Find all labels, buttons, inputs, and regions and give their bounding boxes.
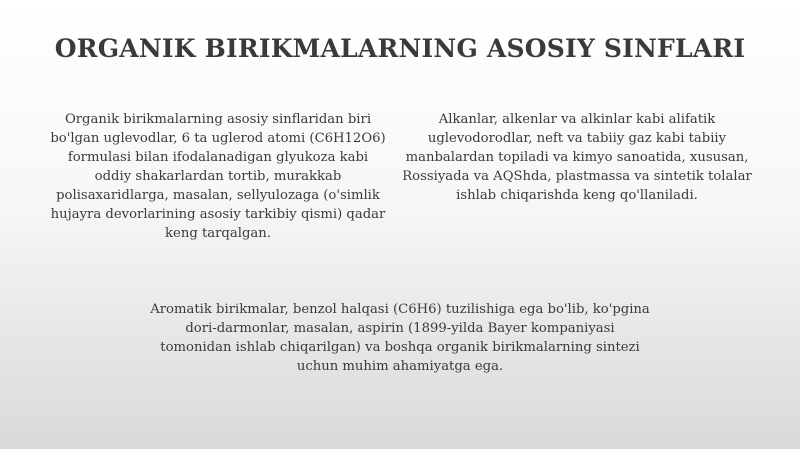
- paragraph-aromatic-compounds: Aromatik birikmalar, benzol halqasi (C6H6) tuzilishiga ega bo'lib, ko'pgina dori-darmonlar, masalan, aspirin (1899-yilda Bayer kompaniyasi tomonidan ishlab chiqarilgan) va boshqa organik birikmalarning sintezi uchun muhim ahamiyatga ega.: [150, 302, 650, 374]
- paragraph-aliphatic-hydrocarbons: Alkanlar, alkenlar va alkinlar kabi alifatik uglevodorodlar, neft va tabiiy gaz kabi tabiiy manbalardan topiladi va kimyo sanoatida, xususan, Rossiyada va AQShda, plastmassa va sintetik tolalar ishlab chiqarishda keng qo'llaniladi.: [402, 112, 752, 203]
- paragraph-carbohydrates: Organik birikmalarning asosiy sinflaridan biri bo'lgan uglevodlar, 6 ta uglerod atomi (C6H12O6) formulasi bilan ifodalanadigan glyukoza kabi oddiy shakarlardan tortib, murakkab polisaxaridlarga, masalan, sellyulozaga (o'simlik hujayra devorlarining asosiy tarkibiy qismi) qadar keng tarqalgan.: [50, 112, 386, 241]
- slide-title: ORGANIK BIRIKMALARNING ASOSIY SINFLARI: [54, 34, 746, 63]
